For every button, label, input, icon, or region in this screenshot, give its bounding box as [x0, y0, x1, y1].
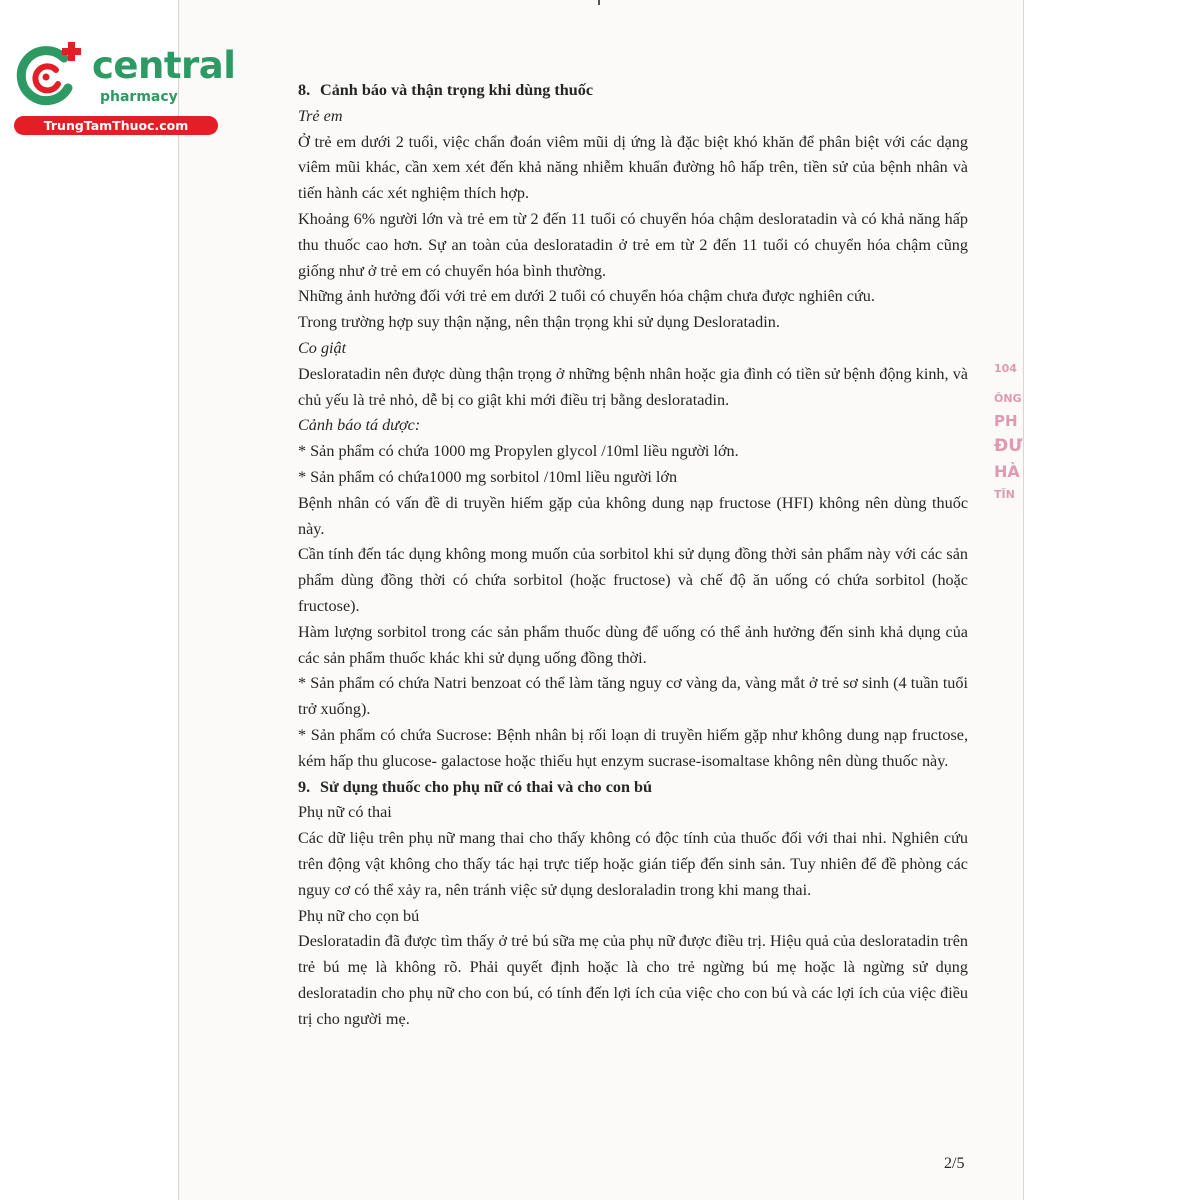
- stamp-text: PH: [994, 412, 1018, 430]
- scan-mark: [598, 0, 600, 5]
- section-8-heading: [298, 78, 968, 104]
- subheading-excipient-warning: Cảnh báo tá dược:: [298, 416, 421, 435]
- section-title: Sử dụng thuốc cho phụ nữ có thai và cho con bú: [320, 777, 653, 796]
- paragraph: Desloratadin đã được tìm thấy ở trẻ bú sữa mẹ của phụ nữ được điều trị. Hiệu quả của desloratadin trên trẻ bú mẹ là không rõ. Phải quyết định hoặc là cho trẻ ngừng bú mẹ hoặc là ngừng sử dụng desloratadin cho phụ nữ cho con bú, có tính đến lợi ích của việc cho con bú và các lợi ích của việc điều trị cho người mẹ.: [298, 932, 968, 1028]
- paragraph: Những ảnh hưởng đối với trẻ em dưới 2 tuổi có chuyển hóa chậm chưa được nghiên cứu.: [298, 287, 875, 306]
- brand-website: TrungTamThuoc.com: [14, 116, 218, 135]
- paragraph: Ở trẻ em dưới 2 tuổi, việc chẩn đoán viêm mũi dị ứng là đặc biệt khó khăn để phân biệt với các dạng viêm mũi khác, cần xem xét đến khả năng nhiễm khuẩn đường hô hấp trên, tiền sử của bệnh nhân và tiến hành các xét nghiệm thích hợp.: [298, 132, 968, 203]
- red-stamp-fragment: [994, 356, 1034, 516]
- stamp-text: ĐƯ: [994, 436, 1023, 456]
- brand-name: central: [92, 44, 236, 87]
- page-left-edge: [178, 0, 179, 1200]
- subheading-children: Trẻ em: [298, 106, 343, 125]
- paragraph: Hàm lượng sorbitol trong các sản phẩm thuốc dùng để uống có thể ảnh hưởng đến sinh khả dụng của các sản phẩm thuốc khác khi sử dụng uống đồng thời.: [298, 622, 968, 667]
- document-body: [298, 78, 968, 1032]
- pharmacy-cross-logo-icon: [12, 40, 84, 112]
- paragraph: Desloratadin nên được dùng thận trọng ở những bệnh nhân hoặc gia đình có tiền sử bệnh động kinh, và chủ yếu là trẻ nhỏ, dễ bị co giật khi mới điều trị bằng desloratadin.: [298, 364, 968, 409]
- section-number: 9.: [298, 777, 311, 796]
- paragraph: Trong trường hợp suy thận nặng, nên thận trọng khi sử dụng Desloratadin.: [298, 313, 780, 332]
- brand-subtitle: pharmacy: [100, 89, 178, 105]
- page-right-edge: [1023, 0, 1024, 1200]
- stamp-text: ÔNG: [994, 392, 1022, 405]
- paragraph: Khoảng 6% người lớn và trẻ em từ 2 đến 11 tuổi có chuyển hóa chậm desloratadin và có khả năng hấp thu thuốc cao hơn. Sự an toàn của desloratadin ở trẻ em từ 2 đến 11 tuổi có chuyển hóa chậm cũng giống như ở trẻ em có chuyển hóa bình thường.: [298, 209, 968, 280]
- bullet-item: * Sản phẩm có chứa1000 mg sorbitol /10ml liều người lớn: [298, 467, 678, 486]
- bullet-item: * Sản phẩm có chứa Sucrose: Bệnh nhân bị rối loạn di truyền hiếm gặp như không dung nạp fructose, kém hấp thu glucose- galactose hoặc thiếu hụt enzym sucrase-isomaltase không nên dùng thuốc này.: [298, 725, 968, 770]
- bullet-item: * Sản phẩm có chứa Natri benzoat có thể làm tăng nguy cơ vàng da, vàng mắt ở trẻ sơ sinh (4 tuần tuổi trở xuống).: [298, 674, 968, 719]
- page-number: 2/5: [944, 1155, 965, 1172]
- subheading-breastfeeding: Phụ nữ cho cọn bú: [298, 906, 420, 925]
- section-9-heading: [298, 775, 968, 801]
- stamp-text: HÀ: [994, 462, 1020, 481]
- central-pharmacy-logo: [8, 36, 236, 136]
- paragraph: Bệnh nhân có vấn đề di truyền hiếm gặp của không dung nạp fructose (HFI) không nên dùng thuốc này.: [298, 493, 968, 538]
- paragraph: Các dữ liệu trên phụ nữ mang thai cho thấy không có độc tính của thuốc đối với thai nhi. Nghiên cứu trên động vật không cho thấy tác hại trực tiếp hoặc gián tiếp đến sinh sản. Tuy nhiên để đề phòng các nguy cơ có thể xảy ra, nên tránh việc sử dụng desloraladin trong khi mang thai.: [298, 829, 968, 899]
- subheading-seizure: Co giật: [298, 338, 347, 357]
- section-number: 8.: [298, 81, 311, 99]
- stamp-text: 104: [994, 362, 1017, 375]
- paragraph: Cần tính đến tác dụng không mong muốn của sorbitol khi sử dụng đồng thời sản phẩm này với các sản phẩm dùng đồng thời có chứa sorbitol (hoặc fructose) và chế độ ăn uống có chứa sorbitol (hoặc fructose).: [298, 545, 968, 615]
- section-title: Cảnh báo và thận trọng khi dùng thuốc: [320, 81, 594, 99]
- stamp-text: TĨN: [994, 488, 1015, 501]
- subheading-pregnant: Phụ nữ có thai: [298, 803, 392, 822]
- bullet-item: * Sản phẩm có chứa 1000 mg Propylen glycol /10ml liều người lớn.: [298, 442, 739, 461]
